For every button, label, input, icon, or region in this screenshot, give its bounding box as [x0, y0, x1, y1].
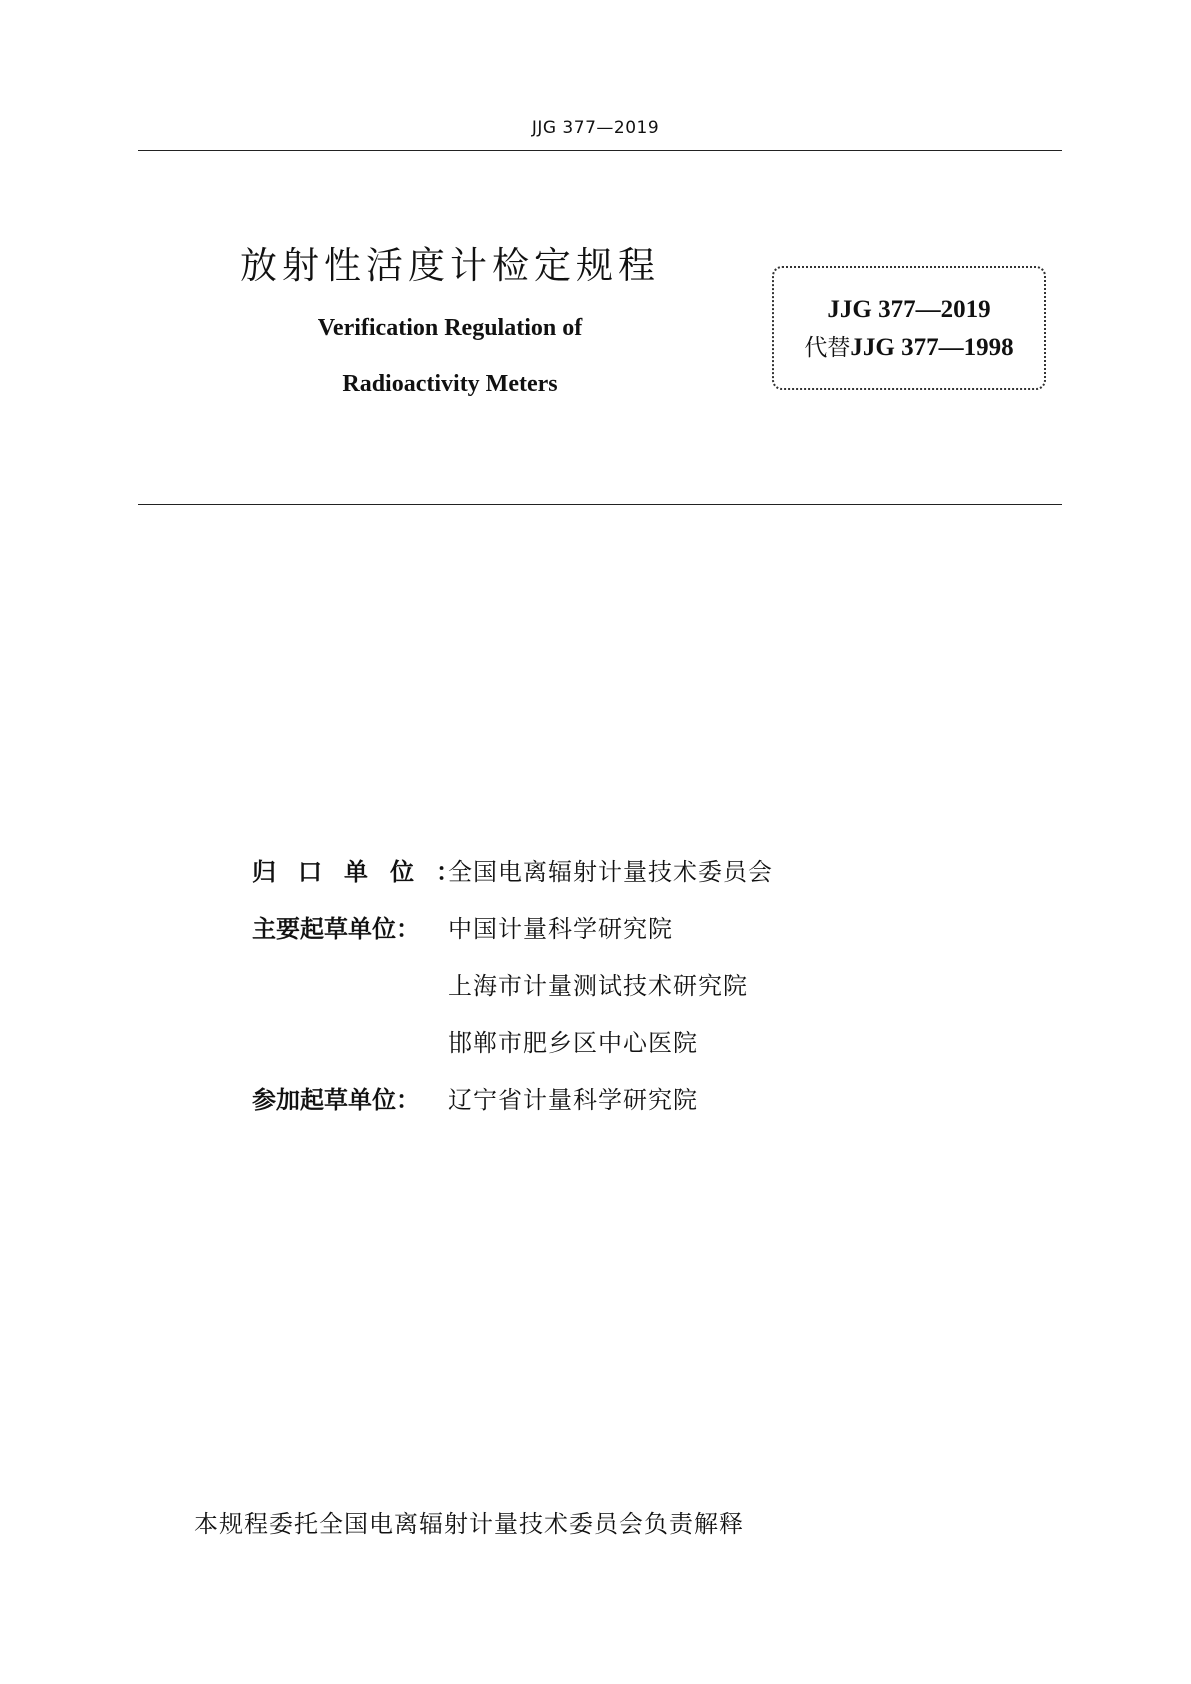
title-rule	[138, 504, 1062, 505]
interpretation-note: 本规程委托全国电离辐射计量技术委员会负责解释	[194, 1510, 744, 1538]
standard-code-box	[772, 266, 1046, 390]
main-drafting-value-1: 中国计量科学研究院	[448, 915, 673, 943]
responsible-unit-label: 归口单位：	[252, 858, 482, 886]
responsible-unit-row	[252, 852, 773, 909]
empty-label	[252, 1023, 448, 1080]
title-chinese: 放射性活度计检定规程	[240, 244, 660, 287]
main-drafting-row-3	[252, 1023, 773, 1080]
standard-code: JJG 377—2019	[827, 296, 991, 323]
participating-drafting-row	[252, 1080, 773, 1137]
organization-list	[252, 852, 773, 1137]
main-drafting-row	[252, 909, 773, 966]
participating-drafting-label: 参加起草单位：	[252, 1086, 420, 1114]
responsible-unit-value: 全国电离辐射计量技术委员会	[448, 858, 773, 886]
main-drafting-value-2: 上海市计量测试技术研究院	[448, 972, 748, 1000]
replaces-code: JJG 377—1998	[850, 334, 1014, 361]
main-drafting-value-3: 邯郸市肥乡区中心医院	[448, 1029, 698, 1057]
participating-drafting-value: 辽宁省计量科学研究院	[448, 1086, 698, 1114]
title-english-line2: Radioactivity Meters	[342, 371, 558, 397]
running-header-code: JJG 377—2019	[531, 118, 660, 138]
title-block	[230, 238, 670, 412]
replaces-line	[774, 328, 1044, 368]
replaces-prefix: 代替	[804, 335, 851, 361]
title-english-line1: Verification Regulation of	[317, 315, 583, 341]
main-drafting-row-2	[252, 966, 773, 1023]
main-drafting-label: 主要起草单位：	[252, 915, 420, 943]
empty-label	[252, 966, 448, 1023]
header-rule	[138, 150, 1062, 151]
